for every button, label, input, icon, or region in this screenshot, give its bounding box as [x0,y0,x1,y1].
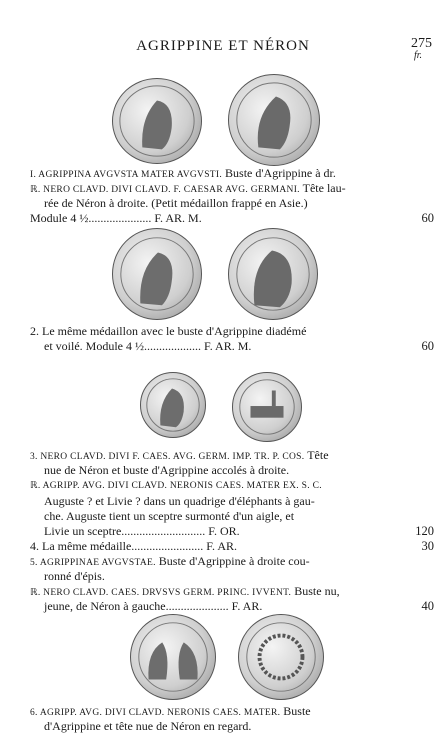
coin-agrippina-nero-facing [130,614,216,700]
coin-agrippina-diademed-obverse [112,228,202,320]
coin-elephant-quadriga [232,372,302,442]
entry-1-line-3: rée de Néron à droite. (Petit médaillon frappé en Asie.) [44,196,308,210]
currency-unit: fr. [413,50,422,61]
entry-3-line-5: che. Auguste tient un sceptre surmonté d'un aigle, et [44,509,295,523]
entry-2-line-1: 2. Le même médaillon avec le buste d'Agrippine diadémé [30,324,307,338]
entry-5-line-3: ℝ. NERO CLAVD. CAES. DRVSVS GERM. PRINC. IVVENT. Buste nu, [30,584,340,598]
entry-2-price: 60 [421,339,434,353]
entry-4-price: 30 [421,539,434,553]
entry-5-line-1: 5. AGRIPPINAE AVGVSTAE. Buste d'Agrippine à droite cou- [30,554,310,568]
entry-3-price: 120 [415,524,434,538]
entry-6-line-1: 6. AGRIPP. AVG. DIVI CLAVD. NERONIS CAES. MATER. Buste [30,704,311,718]
entry-3-line-4: Auguste ? et Livie ? dans un quadrige d'éléphants à gau- [44,494,315,508]
entry-5-price: 40 [421,599,434,613]
entry-3-line-3: ℝ. AGRIPP. AVG. DIVI CLAVD. NERONIS CAES. MATER EX. S. C. [30,481,322,491]
coin-nero-reverse [228,74,320,166]
entry-1-price: 60 [421,211,434,225]
entry-5-line-2: ronné d'épis. [44,569,105,583]
coin-agrippina-obverse [112,78,202,164]
entry-3-line-1: 3. NERO CLAVD. DIVI F. CAES. AVG. GERM. IMP. TR. P. COS. Tête [30,448,329,462]
page-number: 275 [411,36,432,51]
entry-1-line-1: I. AGRIPPINA AVGVSTA MATER AVGVSTI. Buste d'Agrippine à dr. [30,166,336,180]
entry-1-line-4: Module 4 ½..................... F. AR. M. [30,211,202,225]
coin-oak-wreath-reverse [238,614,324,700]
entry-2-line-2: et voilé. Module 4 ½................... F. AR. M. [44,339,252,353]
entry-4-line-1: 4. La même médaille........................ F. AR. [30,539,238,553]
coin-nero-agrippina-accoles [140,372,206,438]
entry-3-line-6: Livie un sceptre............................ F. OR. [44,524,240,538]
page-title: AGRIPPINE ET NÉRON [136,38,310,54]
entry-5-line-4: jeune, de Néron à gauche..................... F. AR. [44,599,263,613]
entry-6-line-2: d'Agrippine et tête nue de Néron en regard. [44,719,252,733]
coin-agrippina-veiled-reverse [228,228,318,320]
entry-3-line-2: nue de Néron et buste d'Agrippine accolés à droite. [44,463,290,477]
entry-1-line-2: ℝ. NERO CLAVD. DIVI CLAVD. F. CAESAR AVG. GERMANI. Tête lau- [30,181,346,195]
